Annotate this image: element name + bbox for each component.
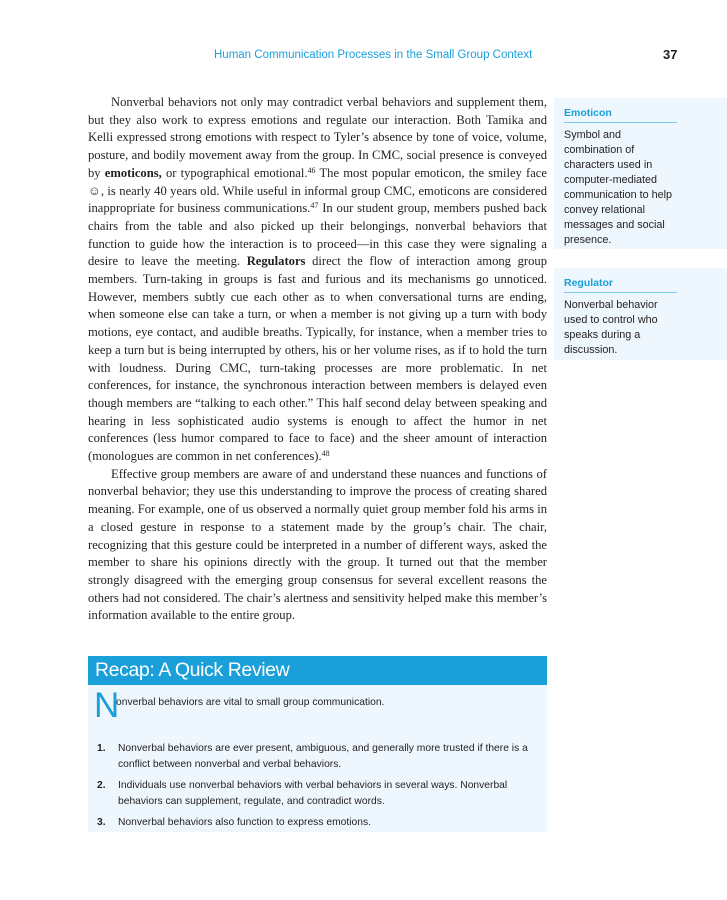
text-run: direct the flow of interaction among group members. Turn-taking in groups is fast and furious and its mechanisms go unnoticed. However, members subtly cue each other as to when conversational turns are ending, when someone else can take a turn, or when a member is not giving up a turn with body motions, eye contact, and audible breaths. Typically, for instance, when a member tries to keep a turn but is being interrupted by others, his or her volume rises, as if to hold the turn with loudness. During CMC, turn-taking processes are more problematic. In net conferences, for instance, the synchronous interaction between members is delayed even though members are “talking to each other.” This half second delay between speaking and hearing in less sophisticated audio systems is enough to affect the humor in net conferences (less humor compared to face to face) and the sheer amount of interaction (monologues are common in net conferences).: [88, 254, 547, 464]
text-run: or typographical emotional.: [161, 165, 308, 180]
list-item-number: 2.: [97, 780, 106, 791]
list-item-text: Nonverbal behaviors also function to express emotions.: [118, 817, 371, 828]
recap-list: [88, 741, 547, 831]
recap-title: Recap: A Quick Review: [88, 656, 547, 685]
running-head: Human Communication Processes in the Small Group Context: [214, 49, 533, 61]
glossary-definition: Symbol and combination of characters used in computer-mediated communication to help convey relational messages and social presence.: [564, 129, 673, 246]
list-item: [88, 778, 547, 810]
glossary-box-regulator: [554, 268, 727, 360]
endnote-ref: 47: [310, 201, 319, 211]
endnote-ref: 46: [307, 165, 316, 175]
text-run: In our student group, members pushed back chairs from the table and also picked up their belongings, nonverbal behaviors that function to guide how the interaction is to proceed—in this case they were signaling a desire to leave the meeting.: [88, 201, 547, 269]
recap-intro: [88, 685, 547, 725]
glossary-term: Regulator: [564, 277, 677, 293]
paragraph: [88, 94, 547, 466]
glossary-box-emoticon: [554, 98, 727, 249]
list-item-number: 3.: [97, 817, 106, 828]
text-run: The most popular emoticon, the smiley face ☺, is nearly 40 years old. While useful in informal group CMC, emoticons are considered inappropriate for business communications.: [88, 165, 547, 216]
glossary-definition: Nonverbal behavior used to control who speaks during a discussion.: [564, 299, 658, 356]
list-item-text: Individuals use nonverbal behaviors with verbal behaviors in several ways. Nonverbal behaviors can supplement, regulate, and contradict words.: [118, 780, 508, 807]
list-item: [88, 815, 547, 831]
page-number: 37: [663, 47, 678, 62]
key-term-emoticons: emoticons,: [104, 165, 162, 180]
list-item-number: 1.: [97, 743, 106, 754]
text-run: Nonverbal behaviors not only may contradict verbal behaviors and supplement them, but they also work to express emotions and regulate our interaction. Both Tamika and Kelli expressed strong emotions with respect to Tyler’s absence by tone of voice, volume, posture, and bodily movement away from the group. In CMC, social presence is conveyed by: [88, 95, 547, 180]
glossary-term: Emoticon: [564, 107, 677, 123]
recap-intro-text: onverbal behaviors are vital to small group communication.: [116, 697, 385, 708]
paragraph: Effective group members are aware of and understand these nuances and functions of nonverbal behavior; they use this understanding to improve the process of creating shared meaning. For example, one of us observed a normally quiet group member fold his arms in a closed gesture in response to a statement made by the group’s chair. The chair, recognizing that this gesture could be interpreted in a number of different ways, asked the member to share his opinions directly with the group. It turned out that the member strongly disagreed with the emerging group consensus for several excellent reasons the others had not considered. The chair’s alertness and sensitivity helped make this member’s information available to the entire group.: [88, 466, 547, 623]
key-term-regulators: Regulators: [246, 254, 306, 269]
list-item-text: Nonverbal behaviors are ever present, ambiguous, and generally more trusted if there is a conflict between nonverbal and verbal behaviors.: [118, 743, 528, 770]
body-text: [88, 94, 547, 625]
drop-cap: N: [94, 686, 120, 725]
list-item: [88, 741, 547, 773]
recap-box: [88, 656, 547, 832]
endnote-ref: 48: [321, 449, 330, 459]
